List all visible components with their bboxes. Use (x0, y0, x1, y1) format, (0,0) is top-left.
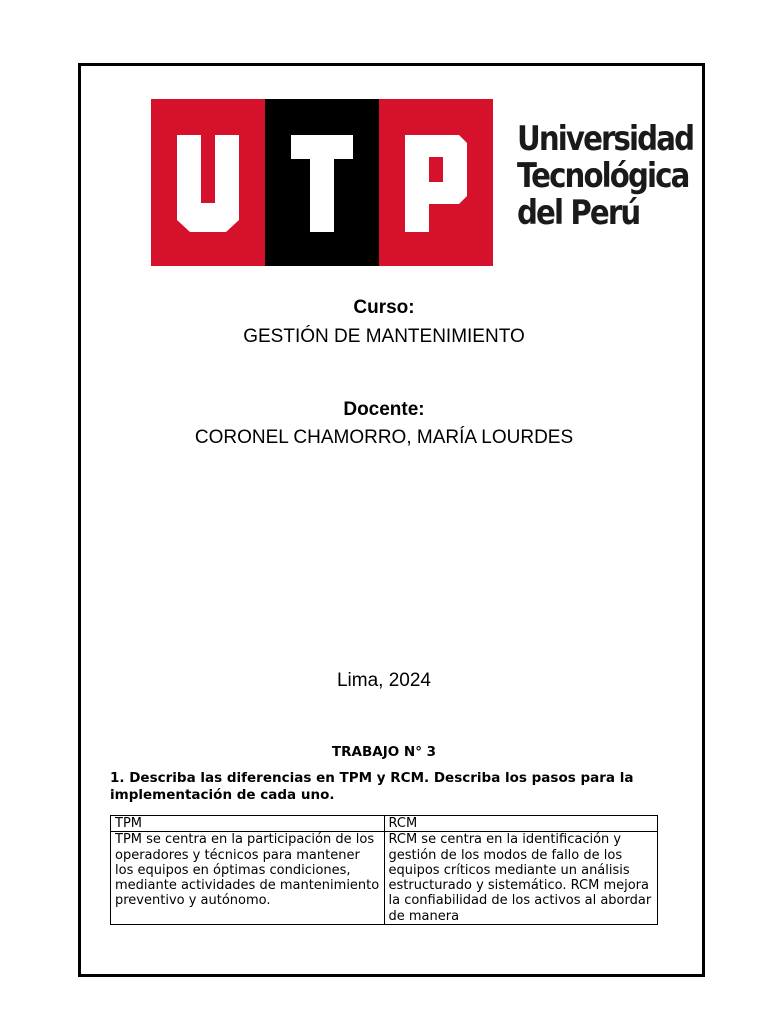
place-date: Lima, 2024 (336, 670, 431, 691)
rcm-description: RCM se centra en la identificación y gestión de los modos de fallo de los equipos críticos mediante un análisis estructurado y sistemático. RCM mejora la confiabilidad de los activos al abordar de manera (388, 832, 652, 924)
university-name (517, 119, 694, 233)
university-name-line-2: Tecnológica (517, 156, 689, 196)
table-header-row (111, 816, 658, 832)
table-cell-rcm (384, 832, 658, 925)
logo-letter-u (151, 99, 265, 266)
question-text: 1. Describa las diferencias en TPM y RCM. Describa los pasos para la implementación de cada uno. (110, 770, 634, 803)
utp-logo (151, 99, 694, 266)
table-header-rcm: RCM (384, 816, 658, 832)
assignment-title: TRABAJO N° 3 (331, 744, 437, 760)
teacher-label: Docente: (343, 399, 425, 420)
comparison-table (110, 815, 658, 925)
university-name-line-1: Universidad (517, 119, 694, 159)
table-header-tpm: TPM (111, 816, 385, 832)
teacher-name: CORONEL CHAMORRO, MARÍA LOURDES (194, 427, 574, 448)
table-row (111, 832, 658, 925)
table-cell-tpm (111, 832, 385, 925)
university-name-line-3: del Perú (517, 193, 640, 233)
logo-letter-t (265, 99, 379, 266)
logo-letter-p (379, 99, 493, 266)
tpm-description: TPM se centra en la participación de los operadores y técnicos para mantener los equipos en óptimas condiciones, mediante actividades de mantenimiento preventivo y autónomo. (115, 832, 380, 909)
course-name: GESTIÓN DE MANTENIMIENTO (243, 326, 525, 347)
course-label: Curso: (353, 297, 415, 318)
